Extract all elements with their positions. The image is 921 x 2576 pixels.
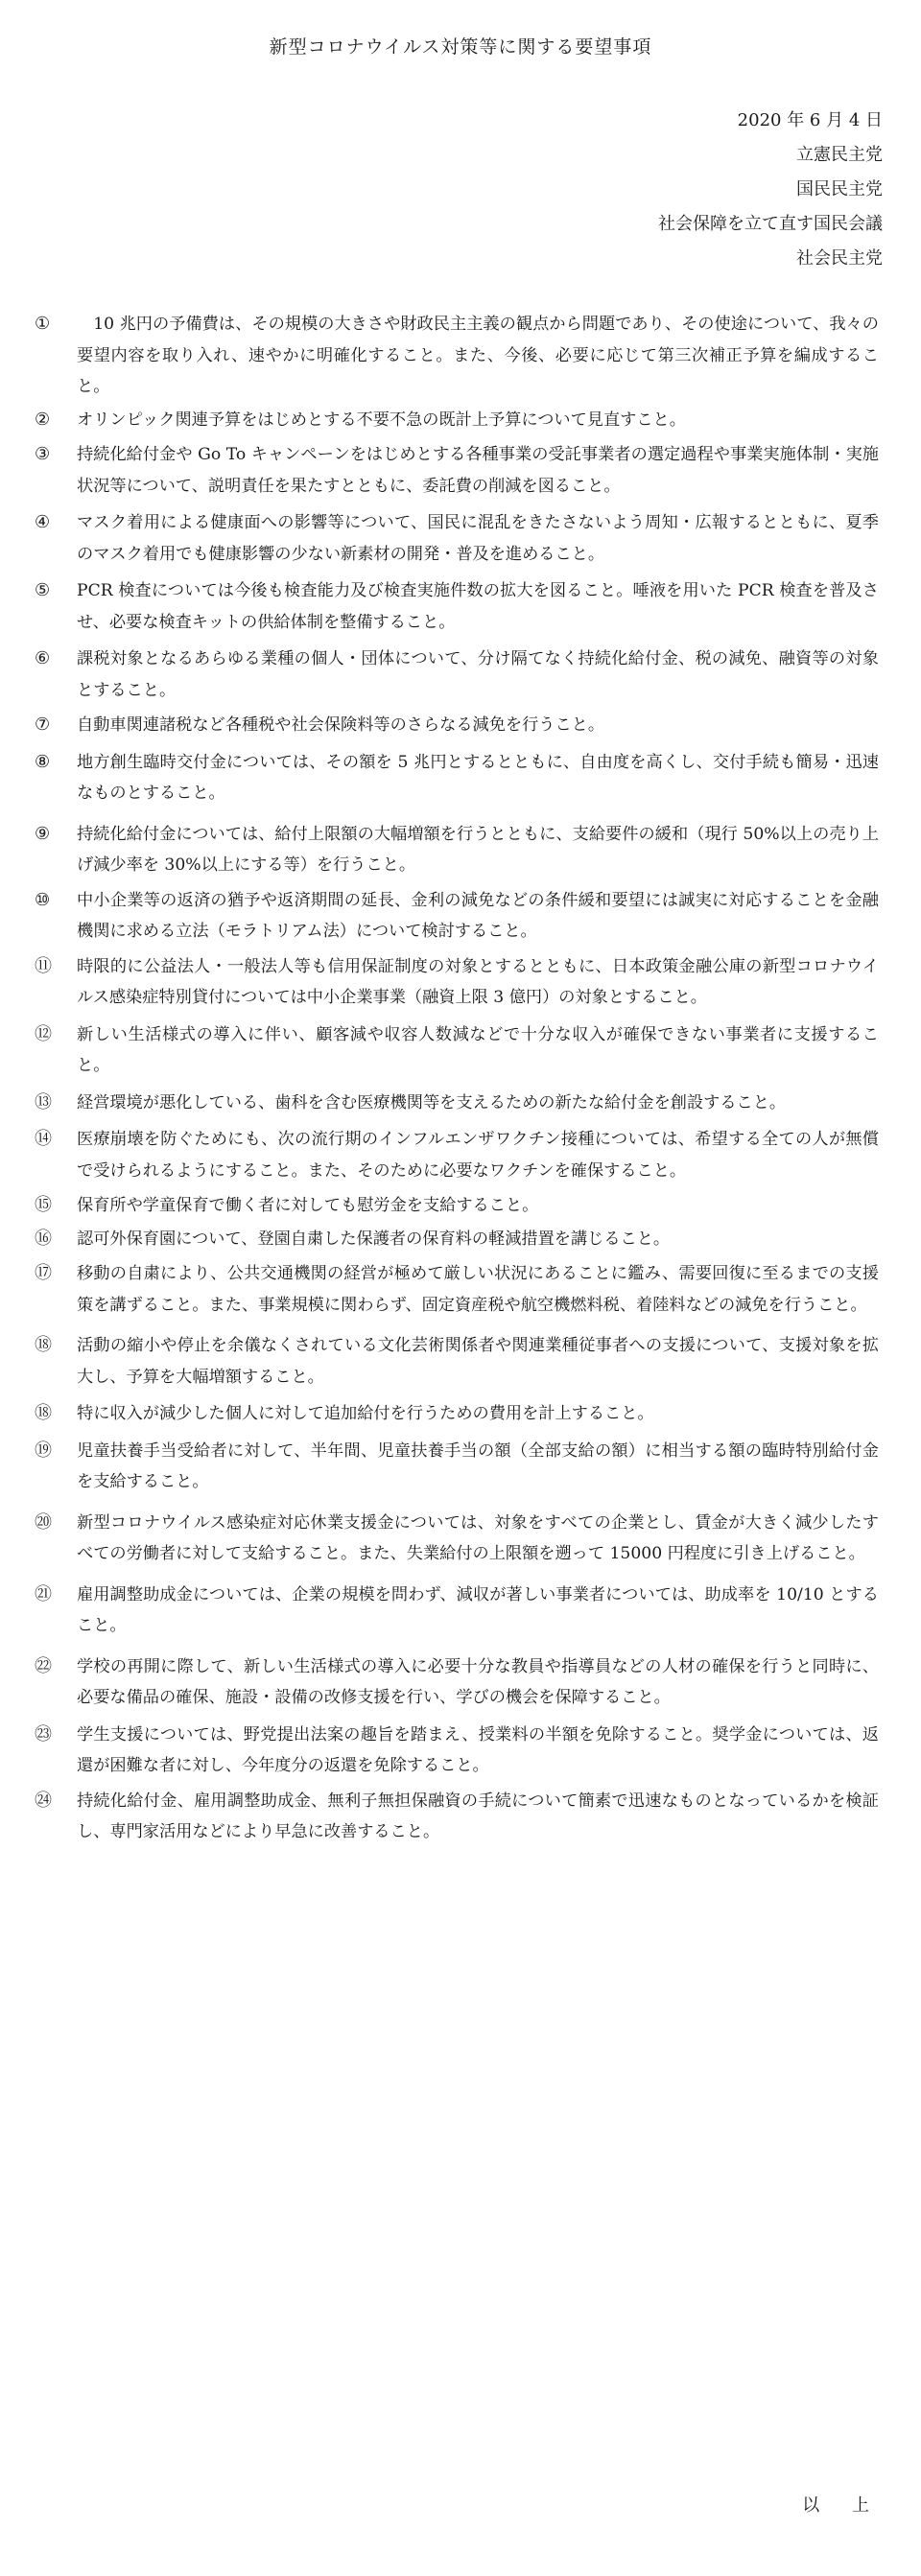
request-item <box>35 644 879 706</box>
item-number: ③ <box>35 444 51 464</box>
item-text: 10 兆円の予備費は、その規模の大きさや財政民主主義の観点から問題であり、その使途について、我々の要望内容を取り入れ、速やかに明確化すること。また、今後、必要に応じて第三次補正予算を編成すること。 <box>77 315 879 396</box>
request-item <box>35 819 879 881</box>
request-item <box>35 1786 879 1848</box>
item-number: ⑯ <box>35 1228 52 1249</box>
item-text: 活動の縮小や停止を余儀なくされている文化芸術関係者や関連業種従事者への支援について、支援対象を拡大し、予算を大幅増額すること。 <box>77 1336 879 1387</box>
request-item <box>35 1508 879 1570</box>
item-text: PCR 検査については今後も検査能力及び検査実施件数の拡大を図ること。唾液を用いた PCR 検査を普及させ、必要な検査キットの供給体制を整備すること。 <box>77 581 879 632</box>
item-number: ㉔ <box>35 1790 52 1811</box>
request-item <box>35 1720 879 1782</box>
item-text: 特に収入が減少した個人に対して追加給付を行うための費用を計上すること。 <box>77 1404 654 1423</box>
item-text: 児童扶養手当受給者に対して、半年間、児童扶養手当の額（全部支給の額）に相当する額の臨時特別給付金を支給すること。 <box>77 1440 879 1491</box>
request-item <box>35 1398 879 1430</box>
item-text: 自動車関連諸税など各種税や社会保険料等のさらなる減免を行うこと。 <box>77 715 605 735</box>
request-items-list <box>35 309 879 1848</box>
signatory: 立憲民主党 <box>796 145 883 165</box>
document-title: 新型コロナウイルス対策等に関する要望事項 <box>269 36 652 58</box>
request-item <box>35 405 879 436</box>
item-text: 医療崩壊を防ぐためにも、次の流行期のインフルエンザワクチン接種については、希望する全ての人が無償で受けられるようにすること。また、そのために必要なワクチンを確保すること。 <box>77 1130 879 1181</box>
document-date: 2020 年 6 月 4 日 <box>737 110 883 130</box>
item-number: ⑰ <box>35 1263 52 1283</box>
item-text: 新型コロナウイルス感染症対応休業支援金については、対象をすべての企業とし、賃金が大きく減少したすべての労働者に対して支給すること。また、失業給付の上限額を遡って 15000 円程度に引き上げること。 <box>77 1512 879 1563</box>
closing-mark: 以 上 <box>802 2495 883 2516</box>
item-text: 地方創生臨時交付金については、その額を 5 兆円とするとともに、自由度を高くし、交付手続も簡易・迅速なものとすること。 <box>77 752 879 803</box>
item-number: ⑱ <box>35 1335 52 1355</box>
item-text: 時限的に公益法人・一般法人等も信用保証制度の対象とするとともに、日本政策金融公庫の新型コロナウイルス感染症特別貸付については中小企業事業（融資上限 3 億円）の対象とすること。 <box>77 956 879 1007</box>
item-number: ㉒ <box>35 1655 52 1676</box>
item-number: ① <box>35 314 51 334</box>
item-number: ⑤ <box>35 580 51 600</box>
header-meta <box>658 104 883 276</box>
item-text: マスク着用による健康面への影響等について、国民に混乱をきたさないよう周知・広報するとともに、夏季のマスク着用でも健康影響の少ない新素材の開発・普及を進めること。 <box>77 513 879 564</box>
item-text: 持続化給付金や Go To キャンペーンをはじめとする各種事業の受託事業者の選定過程や事業実施体制・実施状況等について、説明責任を果たすとともに、委託費の削減を図ること。 <box>77 445 879 496</box>
item-number: ⑨ <box>35 823 51 844</box>
signatory: 国民民主党 <box>796 179 883 199</box>
item-number: ④ <box>35 512 51 532</box>
item-number: ⑬ <box>35 1091 52 1112</box>
item-number: ⑭ <box>35 1129 52 1149</box>
item-text: 雇用調整助成金については、企業の規模を問わず、減収が著しい事業者については、助成率を 10/10 とすること。 <box>77 1584 879 1635</box>
item-number: ⑲ <box>35 1440 52 1461</box>
request-item <box>35 710 879 741</box>
request-item <box>35 1580 879 1642</box>
item-text: 新しい生活様式の導入に伴い、顧客減や収容人数減などで十分な収入が確保できない事業者に支援すること。 <box>77 1024 879 1075</box>
item-text: 持続化給付金、雇用調整助成金、無利子無担保融資の手続について簡素で迅速なものとなっているかを検証し、専門家活用などにより早急に改善すること。 <box>77 1791 879 1841</box>
item-number: ⑮ <box>35 1195 52 1215</box>
request-item <box>35 747 879 809</box>
item-text: 学生支援については、野党提出法案の趣旨を踏まえ、授業料の半額を免除すること。奨学金については、返還が困難な者に対し、今年度分の返還を免除すること。 <box>77 1724 879 1775</box>
item-number: ⑩ <box>35 889 51 910</box>
item-number: ⑳ <box>35 1511 52 1533</box>
item-text: 認可外保育園について、登園自粛した保護者の保育料の軽減措置を講じること。 <box>77 1229 671 1249</box>
item-number: ② <box>35 409 51 430</box>
item-number: ㉓ <box>35 1723 52 1745</box>
item-number: ⑧ <box>35 751 51 772</box>
request-item <box>35 507 879 570</box>
request-item <box>35 1088 879 1119</box>
request-item <box>35 885 879 948</box>
request-item <box>35 951 879 1014</box>
request-item <box>35 1190 879 1222</box>
request-item <box>35 1019 879 1082</box>
request-item <box>35 575 879 638</box>
request-item <box>35 1436 879 1498</box>
item-number: ⑦ <box>35 714 51 735</box>
request-item <box>35 439 879 502</box>
item-text: 中小企業等の返済の猶予や返済期間の延長、金利の減免などの条件緩和要望には誠実に対応することを金融機関に求める立法（モラトリアム法）について検討すること。 <box>77 890 879 941</box>
request-item <box>35 1330 879 1393</box>
item-number: ㉑ <box>35 1583 52 1604</box>
item-text: 経営環境が悪化している、歯科を含む医療機関等を支えるための新たな給付金を創設すること。 <box>77 1092 787 1112</box>
request-item <box>35 1651 879 1714</box>
request-item <box>35 309 879 403</box>
item-number: ⑫ <box>35 1023 52 1044</box>
item-text: 移動の自粛により、公共交通機関の経営が極めて厳しい状況にあることに鑑み、需要回復に至るまでの支援策を講ずること。また、事業規模に関わらず、固定資産税や航空機燃料税、着陸料などの減免を行うこと。 <box>77 1264 879 1315</box>
signatory: 社会保障を立て直す国民会議 <box>658 214 883 234</box>
signatory: 社会民主党 <box>796 248 883 269</box>
item-number: ⑪ <box>35 955 52 976</box>
request-item <box>35 1124 879 1186</box>
item-text: 持続化給付金については、給付上限額の大幅増額を行うとともに、支給要件の緩和（現行 50%以上の売り上げ減少率を 30%以上にする等）を行うこと。 <box>77 824 879 875</box>
item-number: ⑥ <box>35 648 51 668</box>
item-text: 課税対象となるあらゆる業種の個人・団体について、分け隔てなく持続化給付金、税の減免、融資等の対象とすること。 <box>77 649 879 700</box>
item-text: 学校の再開に際して、新しい生活様式の導入に必要十分な教員や指導員などの人材の確保を行うと同時に、必要な備品の確保、施設・設備の改修支援を行い、学びの機会を保障すること。 <box>77 1656 879 1707</box>
request-item <box>35 1224 879 1255</box>
item-text: オリンピック関連予算をはじめとする不要不急の既計上予算について見直すこと。 <box>77 410 686 430</box>
item-number: ⑱ <box>35 1403 52 1423</box>
request-item <box>35 1258 879 1321</box>
item-text: 保育所や学童保育で働く者に対しても慰労金を支給すること。 <box>77 1196 539 1215</box>
